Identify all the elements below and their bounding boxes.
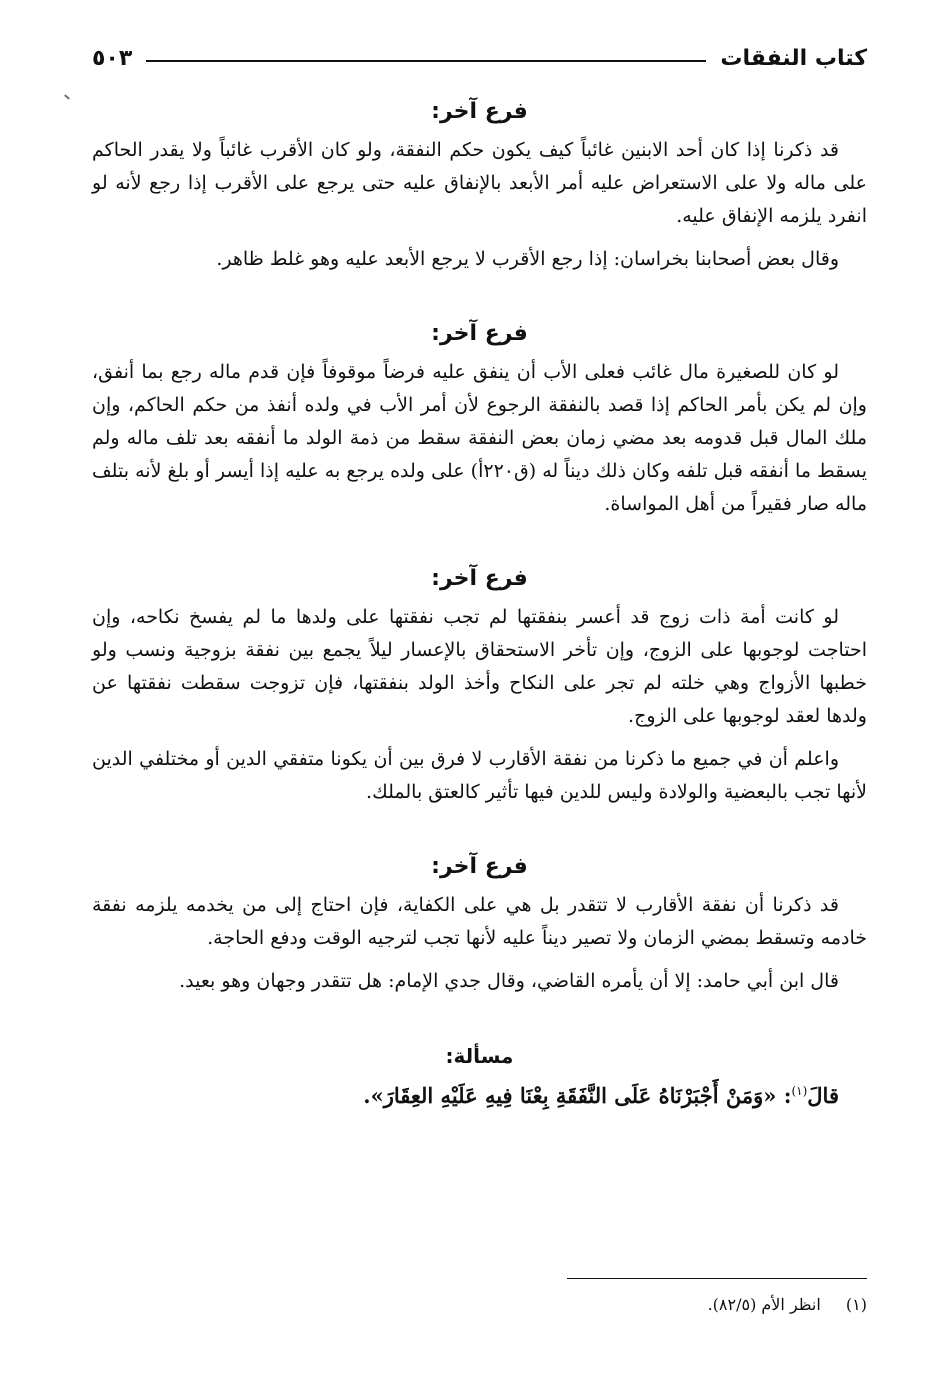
page-header — [92, 38, 867, 78]
page-body — [92, 88, 867, 1115]
paragraph: لو كان للصغيرة مال غائب فعلى الأب أن ينفق عليه فرضاً موقوفاً فإن قدم ماله رجع بما أنفق، وإن لم يكن بأمر الحاكم إذا قصد بالنفقة الرجوع لأن أمر الأب في ولده أنفذ من حكم الحاكم، وإن ملك المال قبل قدومه بعد مضي زمان بعض النفقة سقط من ذمة الولد ما أنفقه بعد تلف ماله ولم يسقط ما أنفقه قبل تلفه وكان ذلك ديناً له (ق٢٢٠أ) على ولده يرجع به عليه إذا أيسر أو بلغ لأنه بتلف ماله صار فقيراً من أهل المواساة. — [92, 361, 868, 515]
qala-label: قالَ — [807, 1083, 839, 1108]
footnote-ref[interactable]: (١) — [791, 1084, 808, 1098]
section-heading: فرع آخر: — [431, 854, 528, 879]
qala-quote-line — [92, 1072, 867, 1115]
section-far-akhar-1 — [92, 94, 867, 276]
paragraph: واعلم أن في جميع ما ذكرنا من نفقة الأقارب لا فرق بين أن يكونا متفقي الدين أو مختلفي الدين لأنها تجب بالبعضية والولادة وليس للدين فيها تأثير كالعتق بالملك. — [92, 748, 867, 803]
paragraph: قد ذكرنا أن نفقة الأقارب لا تتقدر بل هي على الكفاية، فإن احتاج إلى من يخدمه يلزمه نفقة خادمه وتسقط بمضي الزمان ولا تصير ديناً عليه لأنها تجب لترجيه الوقت ودفع الحاجة. — [92, 894, 867, 949]
footnote-number: (١) — [845, 1295, 867, 1314]
footnote — [92, 1292, 867, 1318]
paragraph: قد ذكرنا إذا كان أحد الابنين غائباً كيف يكون حكم النفقة، ولو كان الأقرب غائباً ولا يقدر الحاكم على ماله ولا على الاستعراض عليه أمر الأبعد بالإنفاق عليه حتى يرجع على الأقرب إذا رجع لأنه لو انفرد يلزمه الإنفاق عليه. — [92, 139, 867, 227]
footnote-text: انظر الأم (٨٢/٥). — [707, 1295, 821, 1314]
paragraph: وقال بعض أصحابنا بخراسان: إذا رجع الأقرب لا يرجع الأبعد عليه وهو غلط ظاهر. — [216, 248, 839, 270]
section-heading: فرع آخر: — [431, 566, 528, 591]
section-far-akhar-4 — [92, 849, 867, 998]
running-title: كتاب النفقات — [720, 45, 867, 71]
footnote-divider — [567, 1278, 867, 1279]
qala-quote: : «وَمَنْ أَجْبَرْنَاهُ عَلَى النَّفَقَةِ بِعْنَا فِيهِ عَلَيْهِ العِقَارَ». — [363, 1083, 792, 1108]
scan-speck — [64, 94, 70, 99]
page-number: ٥٠٣ — [92, 45, 133, 71]
section-heading: فرع آخر: — [431, 99, 528, 124]
section-heading: فرع آخر: — [431, 321, 528, 346]
paragraph: قال ابن أبي حامد: إلا أن يأمره القاضي، وقال جدي الإمام: هل تتقدر وجهان وهو بعيد. — [179, 970, 839, 992]
section-masala — [92, 1040, 867, 1115]
section-far-akhar-3 — [92, 561, 867, 809]
section-far-akhar-2 — [92, 316, 867, 521]
header-rule — [146, 60, 706, 62]
masala-heading: مسألة: — [445, 1044, 514, 1068]
paragraph: لو كانت أمة ذات زوج قد أعسر بنفقتها لم تجب نفقتها على ولدها ما لم يفسخ نكاحه، وإن احتاجت لوجوبها على الزوج، وإن تأخر الاستحقاق بالإعسار ليلاً يجمع بين نفقة بزوجية ونسب ولو خطبها الأزواج وهي خلته لم تجر على النكاح وأخذ الولد بنفقتها، فإن تزوجت سقطت نفقتها عن ولدها لعقد لوجوبها على الزوج. — [92, 606, 867, 727]
